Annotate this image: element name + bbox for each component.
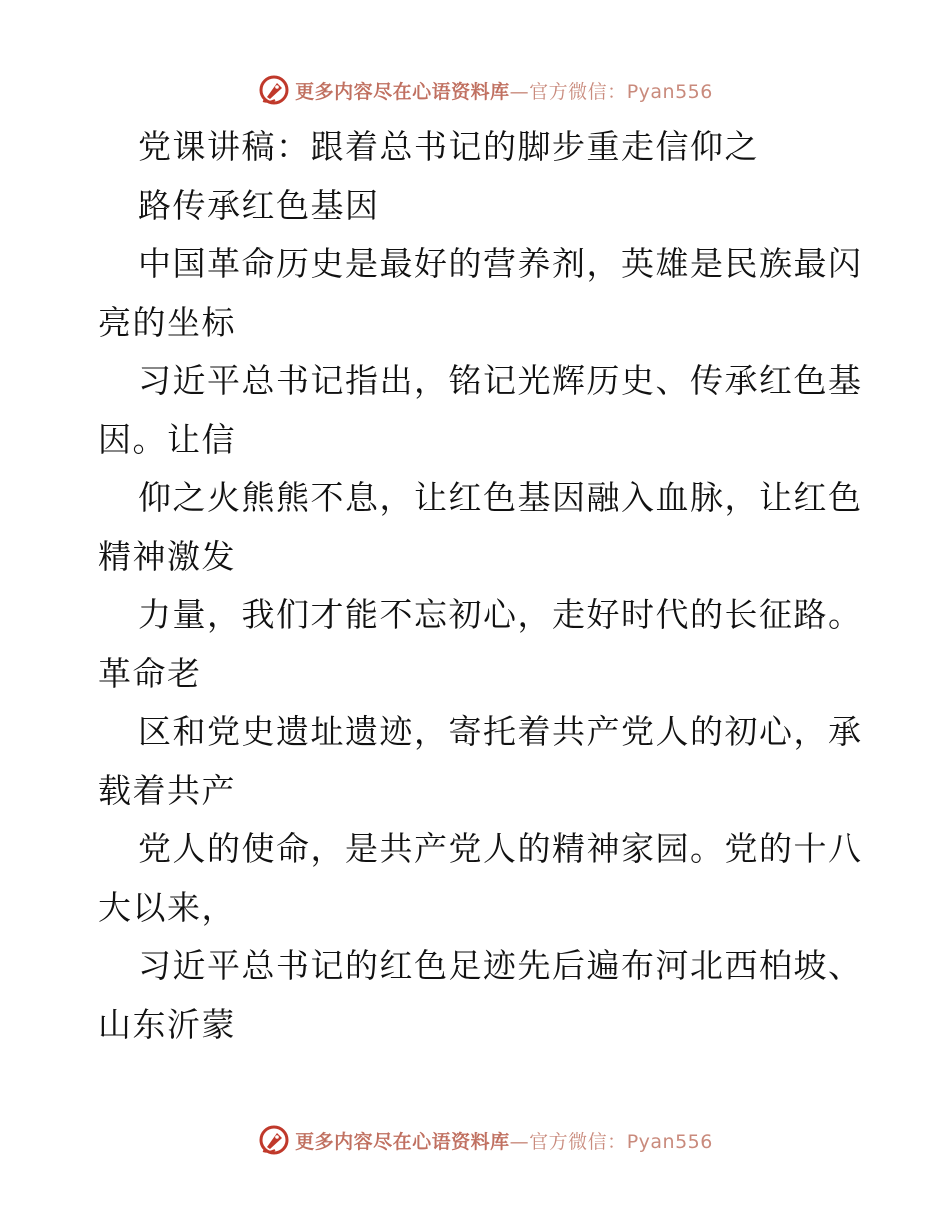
paragraph-line: 亮的坐标 [98,302,236,342]
footer-banner-id: Pyan556 [626,1130,713,1153]
paragraph-line: 山东沂蒙 [98,1004,236,1044]
paragraph-line: 精神激发 [98,536,236,576]
paragraph-line: 因。让信 [98,419,236,459]
header-banner-sep: —官方微信： [509,80,627,103]
document-title-line-2: 路传承红色基因 [138,185,380,225]
footer-banner-text [295,1127,713,1154]
footer-banner-content [257,1123,713,1157]
document-title-line-1: 党课讲稿：跟着总书记的脚步重走信仰之 [138,127,759,166]
header-banner-id: Pyan556 [626,80,713,103]
paragraph-line: 区和党史遗址遗迹，寄托着共产党人的初心，承 [138,712,863,751]
header-banner-main: 更多内容尽在心语资料库 [295,80,510,103]
paragraph-line: 力量，我们才能不忘初心，走好时代的长征路。 [138,595,863,634]
document-body [98,118,863,1054]
footer-banner [0,1120,950,1160]
header-banner-content [257,73,713,107]
header-banner [0,70,950,110]
paragraph-line: 习近平总书记指出，铭记光辉历史、传承红色基 [138,361,863,400]
paragraph-line: 习近平总书记的红色足迹先后遍布河北西柏坡、 [138,946,863,985]
paragraph-line: 大以来， [98,887,236,927]
header-banner-text [295,77,713,104]
paragraph-line: 载着共产 [98,770,236,810]
paragraph-line: 中国革命历史是最好的营养剂，英雄是民族最闪 [138,244,863,283]
pen-nib-circle-icon [257,1123,291,1157]
footer-banner-sep: —官方微信： [509,1130,627,1153]
paragraph-line: 革命老 [98,653,202,693]
paragraph-line: 仰之火熊熊不息，让红色基因融入血脉，让红色 [138,478,863,517]
paragraph-line: 党人的使命，是共产党人的精神家园。党的十八 [138,829,863,868]
footer-banner-main: 更多内容尽在心语资料库 [295,1130,510,1153]
pen-nib-circle-icon [257,73,291,107]
